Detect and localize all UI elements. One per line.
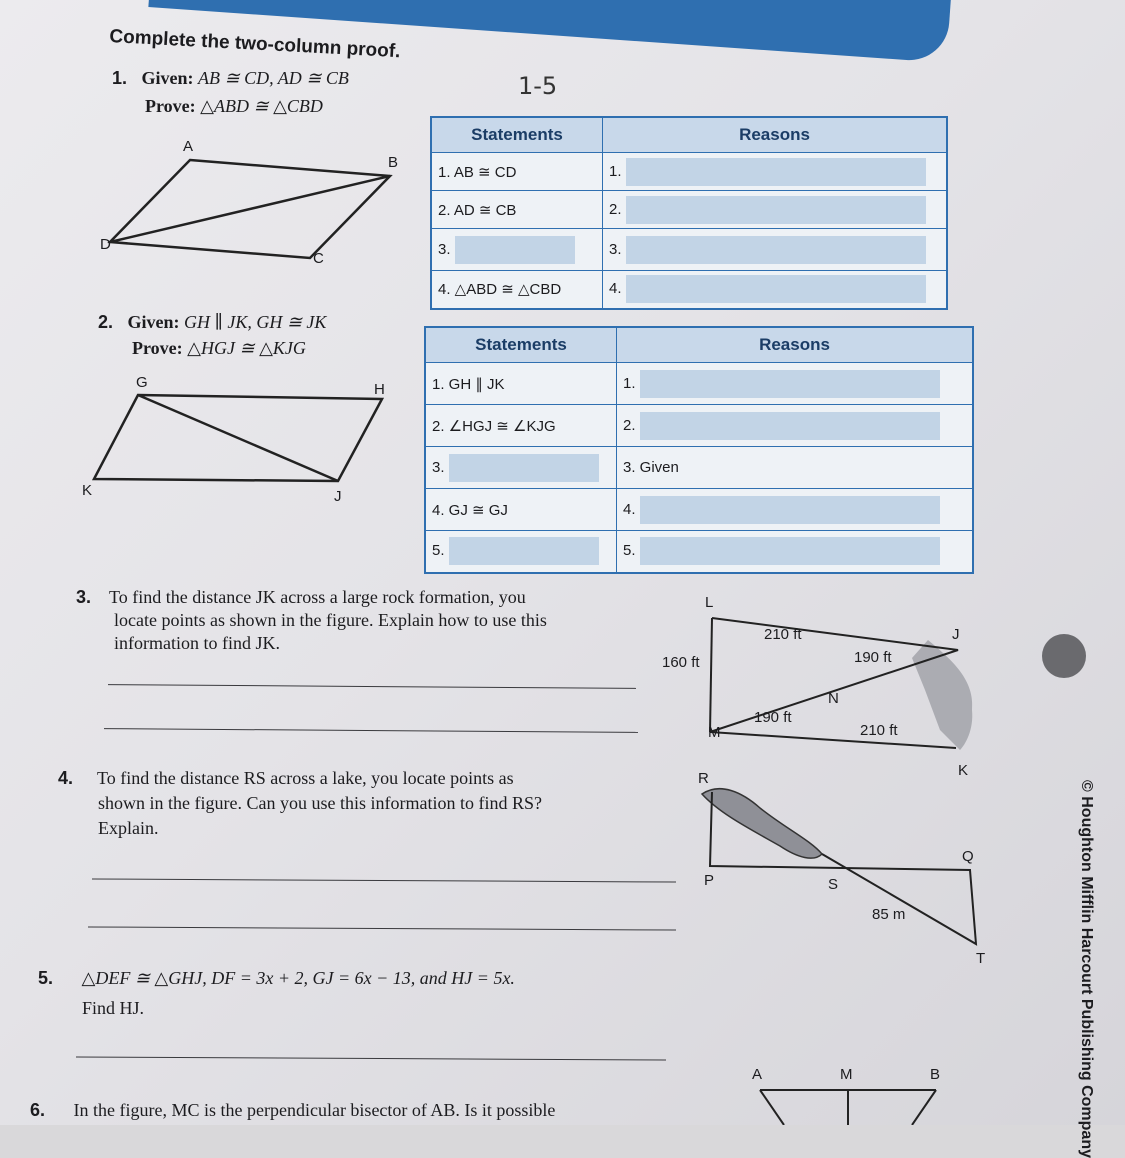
problem2-given: 2. Given: GH ∥ JK, GH ≅ JK bbox=[98, 312, 327, 332]
proof-row bbox=[425, 447, 973, 489]
proof-table-1 bbox=[430, 116, 948, 310]
instruction-text: Complete the two-column proof. bbox=[108, 26, 401, 63]
statement-cell: 2. AD ≅ CB bbox=[431, 191, 603, 229]
lake-figure bbox=[690, 780, 990, 960]
proof-row bbox=[425, 531, 973, 573]
lake-label-q: Q bbox=[962, 848, 974, 865]
statement-cell: 1. AB ≅ CD bbox=[431, 153, 603, 191]
statement-cell: 4. △ABD ≅ △CBD bbox=[431, 271, 603, 309]
rock-distance-label: 190 ft bbox=[854, 649, 892, 666]
lake-label-r: R bbox=[698, 770, 709, 787]
problem4-text: 4. To find the distance RS across a lake, you locate points as shown in the figure. Can you use this information to find RS? Explain. bbox=[58, 768, 542, 838]
rock-distance-label: 210 ft bbox=[860, 722, 898, 739]
bisector-label-b: B bbox=[930, 1066, 941, 1083]
statement-cell[interactable]: 3. bbox=[431, 229, 603, 271]
statements-header: Statements bbox=[425, 327, 617, 363]
problem5-text: 5. △DEF ≅ △GHJ, DF = 3x + 2, GJ = 6x − 13, and HJ = 5x. bbox=[38, 968, 515, 988]
rock-label-l: L bbox=[705, 594, 714, 611]
rock-label-m: M bbox=[708, 724, 721, 741]
figure2-label-g: G bbox=[136, 374, 148, 391]
answer-box[interactable] bbox=[640, 370, 940, 398]
reason-cell[interactable]: 1. bbox=[603, 153, 948, 191]
problem3-text: 3. To find the distance JK across a large rock formation, you locate points as shown in the figure. Explain how to use this information to find JK. bbox=[76, 587, 547, 653]
problem1-prove: Prove: △ABD ≅ △CBD bbox=[145, 96, 323, 116]
binder-hole bbox=[1042, 634, 1086, 678]
crossing-triangles bbox=[710, 618, 958, 748]
statement-cell: 4. GJ ≅ GJ bbox=[425, 489, 617, 531]
rock-formation bbox=[912, 640, 972, 750]
side-right bbox=[912, 1090, 936, 1125]
answer-box[interactable] bbox=[626, 196, 926, 224]
figure1-label-a: A bbox=[183, 138, 194, 155]
proof-row bbox=[431, 153, 947, 191]
reason-cell: 3. Given bbox=[617, 447, 974, 489]
diagonal-db bbox=[110, 176, 390, 242]
reason-cell[interactable]: 5. bbox=[617, 531, 974, 573]
lake-distance-label: 85 m bbox=[872, 906, 906, 923]
answer-box[interactable] bbox=[640, 537, 940, 565]
rock-distance-label: 160 ft bbox=[662, 654, 700, 671]
reason-cell[interactable]: 1. bbox=[617, 363, 974, 405]
diagonal-gj bbox=[138, 395, 338, 481]
rock-label-k: K bbox=[958, 762, 969, 779]
figure2-label-k: K bbox=[82, 482, 93, 499]
parallelogram-figure-2 bbox=[80, 385, 390, 500]
bisector-label-m: M bbox=[840, 1066, 853, 1083]
statements-header: Statements bbox=[431, 117, 603, 153]
lake bbox=[702, 789, 822, 858]
proof-row bbox=[431, 271, 947, 309]
reasons-header: Reasons bbox=[617, 327, 974, 363]
lake-label-t: T bbox=[976, 950, 986, 967]
rock-label-n: N bbox=[828, 690, 839, 707]
proof-row bbox=[425, 363, 973, 405]
proof-row bbox=[425, 489, 973, 531]
answer-box[interactable] bbox=[626, 275, 926, 303]
answer-box[interactable] bbox=[455, 236, 575, 264]
handwritten-note: 1-5 bbox=[518, 72, 558, 100]
reason-cell[interactable]: 3. bbox=[603, 229, 948, 271]
statement-cell[interactable]: 3. bbox=[425, 447, 617, 489]
lake-label-p: P bbox=[704, 872, 715, 889]
rock-label-j: J bbox=[952, 626, 960, 643]
figure1-label-b: B bbox=[388, 154, 399, 171]
reason-cell[interactable]: 4. bbox=[617, 489, 974, 531]
proof-table-2 bbox=[424, 326, 974, 574]
reason-cell[interactable]: 4. bbox=[603, 271, 948, 309]
problem1-given: 1. Given: AB ≅ CD, AD ≅ CB bbox=[112, 68, 349, 88]
statement-cell: 1. GH ∥ JK bbox=[425, 363, 617, 405]
problem2-prove: Prove: △HGJ ≅ △KJG bbox=[132, 338, 306, 358]
figure2-label-j: J bbox=[334, 488, 342, 505]
answer-box[interactable] bbox=[640, 496, 940, 524]
side-left bbox=[760, 1090, 784, 1125]
figure1-label-d: D bbox=[100, 236, 111, 253]
reasons-header: Reasons bbox=[603, 117, 948, 153]
problem6-text: 6. In the figure, MC is the perpendicular bisector of AB. Is it possible bbox=[30, 1100, 556, 1120]
figure1-label-c: C bbox=[313, 250, 324, 267]
statement-cell: 2. ∠HGJ ≅ ∠KJG bbox=[425, 405, 617, 447]
rock-formation-figure bbox=[690, 600, 990, 770]
figure2-label-h: H bbox=[374, 381, 385, 398]
proof-row bbox=[431, 191, 947, 229]
statement-cell[interactable]: 5. bbox=[425, 531, 617, 573]
reason-cell[interactable]: 2. bbox=[603, 191, 948, 229]
answer-box[interactable] bbox=[626, 236, 926, 264]
answer-box[interactable] bbox=[449, 454, 599, 482]
segment-lm bbox=[710, 618, 712, 732]
answer-box[interactable] bbox=[626, 158, 926, 186]
answer-box[interactable] bbox=[640, 412, 940, 440]
reason-cell[interactable]: 2. bbox=[617, 405, 974, 447]
proof-row bbox=[431, 229, 947, 271]
bisector-figure bbox=[740, 1086, 960, 1125]
problem5-ask: Find HJ. bbox=[82, 998, 145, 1018]
copyright-notice: © Houghton Mifflin Harcourt Publishing Company bbox=[1078, 780, 1095, 1158]
parallelogram-figure-1 bbox=[95, 140, 405, 275]
rock-distance-label: 210 ft bbox=[764, 626, 802, 643]
lake-label-s: S bbox=[828, 876, 839, 893]
bisector-label-a: A bbox=[752, 1066, 763, 1083]
proof-row bbox=[425, 405, 973, 447]
rock-distance-label: 190 ft bbox=[754, 709, 792, 726]
answer-box[interactable] bbox=[449, 537, 599, 565]
